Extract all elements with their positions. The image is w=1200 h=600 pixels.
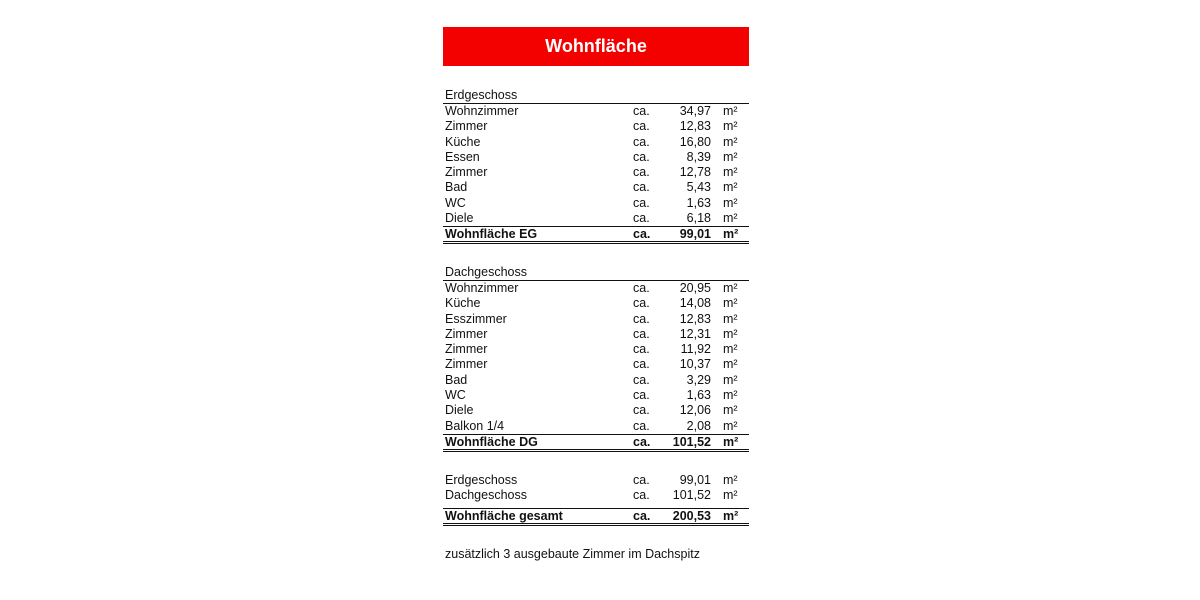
area-sheet [443,27,749,561]
total-label: Wohnfläche gesamt [445,508,563,523]
ca-label: ca. [633,388,650,403]
unit-label: m² [723,372,738,387]
area-row [443,419,749,434]
unit-label: m² [723,211,738,226]
area-value: 20,95 [679,281,711,295]
ca-label: ca. [633,372,650,387]
area-row [443,342,749,357]
ca-label: ca. [633,326,650,341]
area-row [443,281,749,296]
ca-label: ca. [633,342,650,357]
room-label: Dachgeschoss [445,488,527,503]
title-banner [443,27,749,66]
unit-label: m² [723,357,738,372]
total-row [443,226,749,244]
total-row [443,434,749,452]
unit-label: m² [723,165,738,180]
area-value: 1,63 [686,195,711,210]
section-heading: Erdgeschoss [443,88,749,104]
area-row [443,211,749,226]
unit-label: m² [723,104,738,118]
ca-label: ca. [633,149,650,164]
section-dg [443,265,749,452]
area-row [443,296,749,311]
unit-label: m² [723,418,738,433]
unit-label: m² [723,342,738,357]
unit-label: m² [723,326,738,341]
room-label: Küche [445,296,481,311]
area-value: 10,37 [679,357,711,372]
area-value: 1,63 [686,388,711,403]
area-row [443,180,749,195]
area-row [443,150,749,165]
area-value: 34,97 [679,104,711,118]
area-value: 2,08 [686,418,711,433]
area-row [443,357,749,372]
unit-label: m² [723,403,738,418]
area-value: 12,83 [679,119,711,134]
room-label: Balkon 1/4 [445,418,505,433]
room-label: Küche [445,134,481,149]
unit-label: m² [723,149,738,164]
area-value: 12,78 [679,165,711,180]
area-value: 6,18 [686,211,711,226]
area-value: 5,43 [686,180,711,195]
area-value: 3,29 [686,372,711,387]
unit-label: m² [723,134,738,149]
room-label: Wohnzimmer [445,104,519,118]
unit-label: m² [723,488,738,503]
room-label: Zimmer [445,119,488,134]
area-value: 101,52 [672,488,711,503]
ca-label: ca. [633,281,650,295]
area-value: 16,80 [679,134,711,149]
page-title: Wohnfläche [545,36,647,56]
total-value: 101,52 [672,434,711,449]
unit-label: m² [723,434,739,449]
room-label: WC [445,195,466,210]
ca-label: ca. [633,165,650,180]
room-label: Zimmer [445,165,488,180]
unit-label: m² [723,296,738,311]
area-value: 8,39 [686,149,711,164]
area-value: 14,08 [679,296,711,311]
area-value: 99,01 [679,473,711,487]
total-value: 200,53 [672,508,711,523]
ca-label: ca. [633,134,650,149]
room-label: Zimmer [445,357,488,372]
area-row [443,373,749,388]
room-label: Esszimmer [445,311,507,326]
section-eg [443,88,749,244]
area-row [443,473,749,488]
room-label: Diele [445,211,474,226]
room-label: Bad [445,372,468,387]
ca-label: ca. [633,311,650,326]
unit-label: m² [723,281,738,295]
room-label: Wohnzimmer [445,281,519,295]
area-row [443,135,749,150]
ca-label: ca. [633,473,650,487]
ca-label: ca. [633,357,650,372]
ca-label: ca. [633,119,650,134]
unit-label: m² [723,195,738,210]
area-row [443,165,749,180]
room-label: Zimmer [445,326,488,341]
grand-total-row [443,508,749,526]
total-label: Wohnfläche EG [445,227,538,242]
area-value: 12,83 [679,311,711,326]
ca-label: ca. [633,508,651,523]
section-heading: Dachgeschoss [443,265,749,281]
area-value: 12,31 [679,326,711,341]
room-label: Essen [445,149,480,164]
area-row [443,388,749,403]
ca-label: ca. [633,104,650,118]
unit-label: m² [723,388,738,403]
ca-label: ca. [633,296,650,311]
area-value: 11,92 [680,342,711,357]
room-label: Bad [445,180,468,195]
unit-label: m² [723,119,738,134]
area-row [443,196,749,211]
area-row [443,403,749,418]
area-row [443,104,749,119]
ca-label: ca. [633,488,650,503]
ca-label: ca. [633,180,650,195]
ca-label: ca. [633,418,650,433]
ca-label: ca. [633,403,650,418]
area-row [443,327,749,342]
room-label: Erdgeschoss [445,473,518,487]
area-row [443,488,749,503]
unit-label: m² [723,180,738,195]
room-label: Zimmer [445,342,488,357]
total-value: 99,01 [679,227,711,242]
unit-label: m² [723,508,739,523]
room-label: Diele [445,403,474,418]
ca-label: ca. [633,195,650,210]
total-label: Wohnfläche DG [445,434,538,449]
unit-label: m² [723,227,739,242]
area-row [443,119,749,134]
section-summary [443,473,749,526]
footnote: zusätzlich 3 ausgebaute Zimmer im Dachspitz [445,547,700,561]
room-label: WC [445,388,466,403]
unit-label: m² [723,311,738,326]
area-row [443,312,749,327]
ca-label: ca. [633,434,651,449]
ca-label: ca. [633,211,650,226]
ca-label: ca. [633,227,651,242]
area-value: 12,06 [679,403,711,418]
unit-label: m² [723,473,738,487]
